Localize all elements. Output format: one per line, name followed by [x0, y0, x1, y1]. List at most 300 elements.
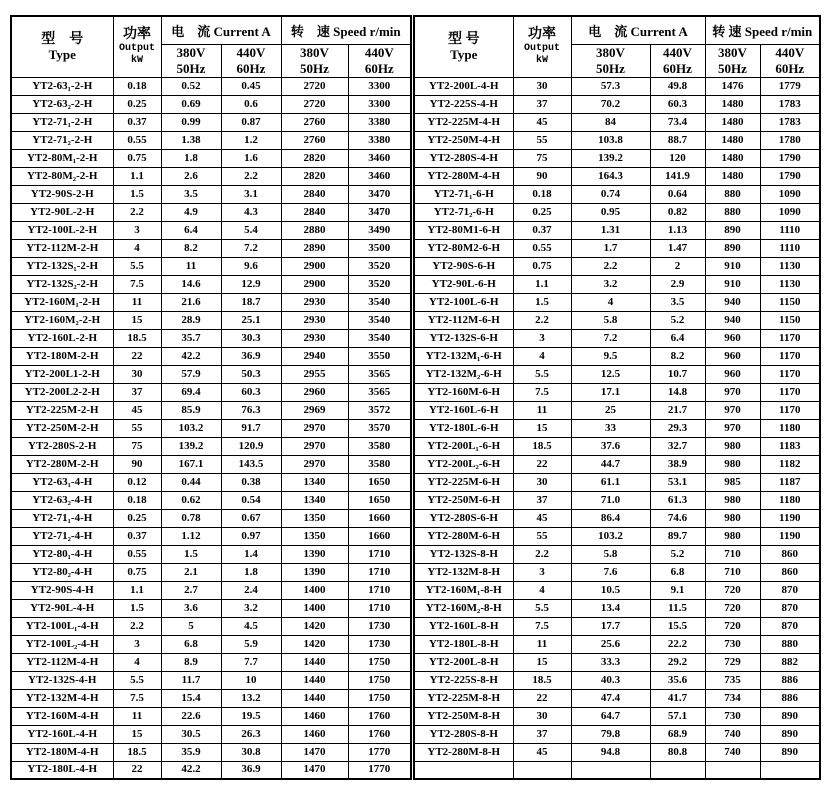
- col-header-type: [11, 16, 113, 77]
- cell-value: 7.5: [513, 617, 571, 635]
- cell-value: 0.12: [113, 473, 161, 491]
- cell-value: 2.1: [161, 563, 221, 581]
- cell-value: 1660: [348, 527, 411, 545]
- table-row: [11, 581, 411, 599]
- power-label-output: Output: [118, 43, 155, 55]
- cell-value: 1480: [705, 149, 760, 167]
- cell-value: 37: [513, 725, 571, 743]
- cell-type: YT2-250M-8-H: [414, 707, 513, 725]
- cell-value: 0.62: [161, 491, 221, 509]
- table-row: [11, 509, 411, 527]
- cell-value: 143.5: [221, 455, 281, 473]
- cell-type: YT2-80₁-4-H: [11, 545, 113, 563]
- cell-type: YT2-80M1-6-H: [414, 221, 513, 239]
- cell-type: YT2-200L1-2-H: [11, 365, 113, 383]
- cell-value: 30: [513, 707, 571, 725]
- cell-value: 4: [513, 581, 571, 599]
- cell-value: 890: [760, 725, 820, 743]
- table-row: [11, 77, 411, 95]
- cell-value: 29.2: [650, 653, 705, 671]
- table-row: [414, 77, 820, 95]
- table-row: [414, 671, 820, 689]
- cell-value: 11: [513, 635, 571, 653]
- cell-value: 1710: [348, 599, 411, 617]
- cell-value: 15: [113, 725, 161, 743]
- cell-type: YT2-80₂-4-H: [11, 563, 113, 581]
- cell-value: 1440: [281, 671, 348, 689]
- cell-value: 21.6: [161, 293, 221, 311]
- cell-type: YT2-180L-6-H: [414, 419, 513, 437]
- col-header-type: [414, 16, 513, 77]
- cell-value: 6.4: [650, 329, 705, 347]
- table-row: [414, 743, 820, 761]
- cell-type: YT2-280M-8-H: [414, 743, 513, 761]
- cell-type: YT2-225M-2-H: [11, 401, 113, 419]
- cell-value: 1090: [760, 185, 820, 203]
- table-row: [414, 635, 820, 653]
- cell-value: 11: [113, 293, 161, 311]
- cell-value: 7.5: [113, 275, 161, 293]
- cell-value: 7.2: [571, 329, 650, 347]
- cell-value: 4: [571, 293, 650, 311]
- table-row: [11, 743, 411, 761]
- cell-value: 5.2: [650, 545, 705, 563]
- cell-value: 1.38: [161, 131, 221, 149]
- cell-value: 2970: [281, 455, 348, 473]
- cell-type: YT2-200L-4-H: [414, 77, 513, 95]
- motor-spec-table-left: [10, 15, 412, 780]
- cell-value: 886: [760, 689, 820, 707]
- table-row: [414, 347, 820, 365]
- cell-value: 45: [513, 113, 571, 131]
- cell-value: 33.3: [571, 653, 650, 671]
- cell-value: 90: [113, 455, 161, 473]
- freq-label: 60Hz: [663, 60, 692, 76]
- cell-value: 870: [760, 599, 820, 617]
- cell-value: 1.8: [161, 149, 221, 167]
- cell-value: 1460: [281, 725, 348, 743]
- power-label-zh: 功率: [528, 27, 556, 43]
- table-row: [414, 473, 820, 491]
- cell-value: 28.9: [161, 311, 221, 329]
- cell-value: 0.55: [513, 239, 571, 257]
- cell-value: 870: [760, 581, 820, 599]
- cell-type: YT2-132M₂-6-H: [414, 365, 513, 383]
- cell-type: YT2-160M-4-H: [11, 707, 113, 725]
- cell-value: 1390: [281, 563, 348, 581]
- cell-value: 35.9: [161, 743, 221, 761]
- cell-type: YT2-63₂-4-H: [11, 491, 113, 509]
- col-header-current: 电 流 Current A: [161, 16, 281, 44]
- cell-value: 3520: [348, 275, 411, 293]
- cell-value: 1170: [760, 401, 820, 419]
- table-row: [414, 527, 820, 545]
- type-label-zh: 型 号: [448, 31, 480, 47]
- cell-type: YT2-112M-6-H: [414, 311, 513, 329]
- cell-type: YT2-90S-2-H: [11, 185, 113, 203]
- cell-value: 980: [705, 491, 760, 509]
- table-row: [11, 455, 411, 473]
- cell-value: 7.6: [571, 563, 650, 581]
- cell-type: YT2-80M₂-2-H: [11, 167, 113, 185]
- motor-spec-table-right: [413, 15, 821, 780]
- power-label-kw: kW: [535, 54, 548, 66]
- cell-value: 2840: [281, 185, 348, 203]
- cell-value: 70.2: [571, 95, 650, 113]
- cell-value: 1182: [760, 455, 820, 473]
- cell-value: 3520: [348, 257, 411, 275]
- cell-value: 15.4: [161, 689, 221, 707]
- table-row: [414, 95, 820, 113]
- cell-value: 10.7: [650, 365, 705, 383]
- cell-value: 3380: [348, 113, 411, 131]
- table-header-right: [414, 16, 820, 77]
- cell-value: 1780: [760, 131, 820, 149]
- cell-value: 12.9: [221, 275, 281, 293]
- cell-value: 55: [113, 419, 161, 437]
- col-header-speed: 转 速 Speed r/min: [281, 16, 411, 44]
- col-header-current: 电 流 Current A: [571, 16, 705, 44]
- cell-value: 5.5: [513, 365, 571, 383]
- cell-type: YT2-132S-8-H: [414, 545, 513, 563]
- cell-type: YT2-160M₂-8-H: [414, 599, 513, 617]
- cell-value: 6.4: [161, 221, 221, 239]
- cell-value: 0.64: [650, 185, 705, 203]
- freq-label: 50Hz: [718, 60, 747, 76]
- cell-value: 3.6: [161, 599, 221, 617]
- volt-label: 440V: [775, 44, 805, 60]
- table-row: [11, 167, 411, 185]
- cell-value: 91.7: [221, 419, 281, 437]
- cell-value: 25.1: [221, 311, 281, 329]
- header-row-groups: [11, 16, 411, 44]
- table-row: [414, 707, 820, 725]
- cell-value: 3550: [348, 347, 411, 365]
- cell-value: 940: [705, 311, 760, 329]
- cell-type: YT2-280S-8-H: [414, 725, 513, 743]
- cell-type: YT2-280M-2-H: [11, 455, 113, 473]
- cell-value: 2970: [281, 437, 348, 455]
- cell-value: 86.4: [571, 509, 650, 527]
- cell-value: 36.9: [221, 347, 281, 365]
- cell-value: 1470: [281, 743, 348, 761]
- cell-value: 45: [513, 743, 571, 761]
- cell-type: YT2-100L₁-4-H: [11, 617, 113, 635]
- table-row: [414, 455, 820, 473]
- cell-value: 18.5: [113, 743, 161, 761]
- table-row: [11, 239, 411, 257]
- cell-type: YT2-71₂-6-H: [414, 203, 513, 221]
- cell-value: 11: [113, 707, 161, 725]
- cell-value: 2840: [281, 203, 348, 221]
- cell-type: YT2-71₁-6-H: [414, 185, 513, 203]
- table-row: [414, 365, 820, 383]
- cell-value: 2.4: [221, 581, 281, 599]
- cell-value: 3: [513, 329, 571, 347]
- cell-value: 61.1: [571, 473, 650, 491]
- cell-value: 0.95: [571, 203, 650, 221]
- cell-value: 139.2: [161, 437, 221, 455]
- freq-label: 50Hz: [300, 60, 329, 76]
- cell-value: 7.5: [513, 383, 571, 401]
- cell-value: 1660: [348, 509, 411, 527]
- cell-value: 734: [705, 689, 760, 707]
- cell-value: 18.5: [113, 329, 161, 347]
- cell-value: 4.3: [221, 203, 281, 221]
- cell-value: 960: [705, 347, 760, 365]
- cell-value: 0.25: [513, 203, 571, 221]
- cell-value: 36.9: [221, 761, 281, 779]
- cell-value: 729: [705, 653, 760, 671]
- table-row: [11, 707, 411, 725]
- cell-value: 103.8: [571, 131, 650, 149]
- cell-type: YT2-160L-4-H: [11, 725, 113, 743]
- cell-value: 68.9: [650, 725, 705, 743]
- volt-label: 380V: [718, 44, 747, 60]
- col-header-current-440v: [221, 44, 281, 77]
- cell-value: 1730: [348, 617, 411, 635]
- cell-value: 11: [161, 257, 221, 275]
- cell-value: 3300: [348, 95, 411, 113]
- cell-value: 1783: [760, 95, 820, 113]
- cell-value: 1750: [348, 689, 411, 707]
- cell-value: 5.8: [571, 545, 650, 563]
- cell-value: 0.99: [161, 113, 221, 131]
- col-header-speed-440v: [348, 44, 411, 77]
- table-row: [414, 131, 820, 149]
- cell-value: 3: [113, 635, 161, 653]
- table-row: [11, 383, 411, 401]
- cell-type: YT2-225M-8-H: [414, 689, 513, 707]
- cell-value: 60.3: [650, 95, 705, 113]
- cell-value: 3565: [348, 383, 411, 401]
- cell-value: 970: [705, 401, 760, 419]
- cell-value: 2.9: [650, 275, 705, 293]
- cell-value: 3.5: [650, 293, 705, 311]
- cell-value: 730: [705, 707, 760, 725]
- cell-value: 1.7: [571, 239, 650, 257]
- cell-value: 1.31: [571, 221, 650, 239]
- cell-value: 25: [571, 401, 650, 419]
- table-row: [414, 761, 820, 779]
- cell-value: 1480: [705, 95, 760, 113]
- cell-value: 79.8: [571, 725, 650, 743]
- cell-value: 1170: [760, 365, 820, 383]
- table-row: [414, 491, 820, 509]
- cell-type: YT2-63₁-2-H: [11, 77, 113, 95]
- cell-value: 89.7: [650, 527, 705, 545]
- cell-value: 1110: [760, 239, 820, 257]
- cell-value: 1650: [348, 473, 411, 491]
- cell-value: 735: [705, 671, 760, 689]
- cell-value: 37: [513, 491, 571, 509]
- cell-value: 980: [705, 509, 760, 527]
- cell-value: 720: [705, 599, 760, 617]
- freq-label: 50Hz: [176, 60, 206, 76]
- cell-value: 85.9: [161, 401, 221, 419]
- cell-value: 1750: [348, 671, 411, 689]
- cell-value: 886: [760, 671, 820, 689]
- table-row: [11, 221, 411, 239]
- cell-value: 2900: [281, 257, 348, 275]
- cell-value: 35.6: [650, 671, 705, 689]
- cell-value: 41.7: [650, 689, 705, 707]
- cell-value: 0.74: [571, 185, 650, 203]
- cell-value: 1400: [281, 581, 348, 599]
- cell-value: 4: [113, 653, 161, 671]
- table-row: [11, 563, 411, 581]
- cell-value: 3: [513, 563, 571, 581]
- cell-value: 3580: [348, 437, 411, 455]
- cell-value: 980: [705, 527, 760, 545]
- cell-value: 2720: [281, 77, 348, 95]
- cell-value: 980: [705, 455, 760, 473]
- cell-value: 1.8: [221, 563, 281, 581]
- cell-value: 1183: [760, 437, 820, 455]
- cell-value: 0.37: [113, 527, 161, 545]
- cell-value: 14.6: [161, 275, 221, 293]
- cell-value: 57.3: [571, 77, 650, 95]
- cell-value: 2960: [281, 383, 348, 401]
- cell-type: YT2-250M-4-H: [414, 131, 513, 149]
- cell-value: 0.78: [161, 509, 221, 527]
- cell-type: YT2-280S-2-H: [11, 437, 113, 455]
- cell-value: 1.47: [650, 239, 705, 257]
- cell-value: 80.8: [650, 743, 705, 761]
- table-header-left: [11, 16, 411, 77]
- cell-value: 2.7: [161, 581, 221, 599]
- table-row: [11, 635, 411, 653]
- cell-value: 1.5: [113, 185, 161, 203]
- cell-type: YT2-112M-4-H: [11, 653, 113, 671]
- cell-type: YT2-200L₁-6-H: [414, 437, 513, 455]
- cell-value: 5.9: [221, 635, 281, 653]
- cell-value: 57.9: [161, 365, 221, 383]
- cell-value: 1750: [348, 653, 411, 671]
- cell-value: 970: [705, 419, 760, 437]
- freq-label: 60Hz: [236, 60, 266, 76]
- cell-value: 10: [221, 671, 281, 689]
- cell-value: 22: [513, 455, 571, 473]
- cell-value: 0.55: [113, 545, 161, 563]
- cell-type: YT2-132S₁-2-H: [11, 257, 113, 275]
- cell-value: 17.1: [571, 383, 650, 401]
- cell-value: 0.18: [513, 185, 571, 203]
- cell-value: 90: [513, 167, 571, 185]
- cell-value: 164.3: [571, 167, 650, 185]
- cell-value: 9.6: [221, 257, 281, 275]
- cell-value: 12.5: [571, 365, 650, 383]
- cell-value: 2: [650, 257, 705, 275]
- cell-value: [650, 761, 705, 779]
- cell-type: YT2-280S-4-H: [414, 149, 513, 167]
- cell-value: 120: [650, 149, 705, 167]
- cell-type: YT2-90L-2-H: [11, 203, 113, 221]
- cell-value: 3.2: [571, 275, 650, 293]
- cell-value: 13.4: [571, 599, 650, 617]
- cell-value: 30.8: [221, 743, 281, 761]
- cell-value: 0.75: [513, 257, 571, 275]
- cell-value: 1.1: [513, 275, 571, 293]
- col-header-speed: 转 速 Speed r/min: [705, 16, 820, 44]
- table-row: [11, 257, 411, 275]
- cell-value: 1760: [348, 707, 411, 725]
- cell-value: 18.5: [513, 671, 571, 689]
- cell-type: YT2-280S-6-H: [414, 509, 513, 527]
- cell-value: 0.45: [221, 77, 281, 95]
- cell-type: YT2-225S-4-H: [414, 95, 513, 113]
- table-row: [414, 221, 820, 239]
- cell-value: 860: [760, 545, 820, 563]
- table-row: [414, 437, 820, 455]
- type-label-en: Type: [450, 46, 478, 62]
- cell-value: 3.1: [221, 185, 281, 203]
- cell-value: 29.3: [650, 419, 705, 437]
- table-row: [414, 167, 820, 185]
- cell-value: 1.1: [113, 581, 161, 599]
- cell-value: 33: [571, 419, 650, 437]
- cell-value: 2.6: [161, 167, 221, 185]
- table-body-right: [414, 77, 820, 779]
- cell-type: YT2-160L-2-H: [11, 329, 113, 347]
- cell-value: 0.75: [113, 563, 161, 581]
- cell-value: 42.2: [161, 761, 221, 779]
- table-row: [414, 599, 820, 617]
- cell-value: 88.7: [650, 131, 705, 149]
- cell-value: 44.7: [571, 455, 650, 473]
- cell-value: 22.2: [650, 635, 705, 653]
- cell-value: 1090: [760, 203, 820, 221]
- cell-value: 2940: [281, 347, 348, 365]
- cell-value: [513, 761, 571, 779]
- cell-value: 1170: [760, 383, 820, 401]
- cell-value: 1150: [760, 293, 820, 311]
- cell-value: 5.8: [571, 311, 650, 329]
- table-row: [11, 419, 411, 437]
- cell-value: 1770: [348, 743, 411, 761]
- volt-label: 380V: [300, 44, 329, 60]
- cell-value: 1730: [348, 635, 411, 653]
- table-row: [414, 581, 820, 599]
- cell-value: 10.5: [571, 581, 650, 599]
- cell-value: 0.25: [113, 95, 161, 113]
- power-label-zh: 功率: [123, 27, 151, 43]
- cell-value: 2820: [281, 167, 348, 185]
- cell-value: 740: [705, 725, 760, 743]
- cell-value: 7.5: [113, 689, 161, 707]
- table-row: [11, 599, 411, 617]
- cell-value: 0.55: [113, 131, 161, 149]
- cell-type: YT2-132S-6-H: [414, 329, 513, 347]
- cell-value: 9.1: [650, 581, 705, 599]
- cell-value: 37: [513, 95, 571, 113]
- table-row: [11, 671, 411, 689]
- table-row: [11, 185, 411, 203]
- cell-value: 3460: [348, 167, 411, 185]
- cell-value: 1187: [760, 473, 820, 491]
- cell-value: 40.3: [571, 671, 650, 689]
- cell-value: 18.7: [221, 293, 281, 311]
- cell-value: 5.2: [650, 311, 705, 329]
- col-header-power: [113, 16, 161, 77]
- table-row: [11, 149, 411, 167]
- cell-value: 14.8: [650, 383, 705, 401]
- cell-value: 2970: [281, 419, 348, 437]
- cell-value: 55: [513, 527, 571, 545]
- cell-value: 61.3: [650, 491, 705, 509]
- cell-value: 890: [760, 743, 820, 761]
- cell-value: 1180: [760, 419, 820, 437]
